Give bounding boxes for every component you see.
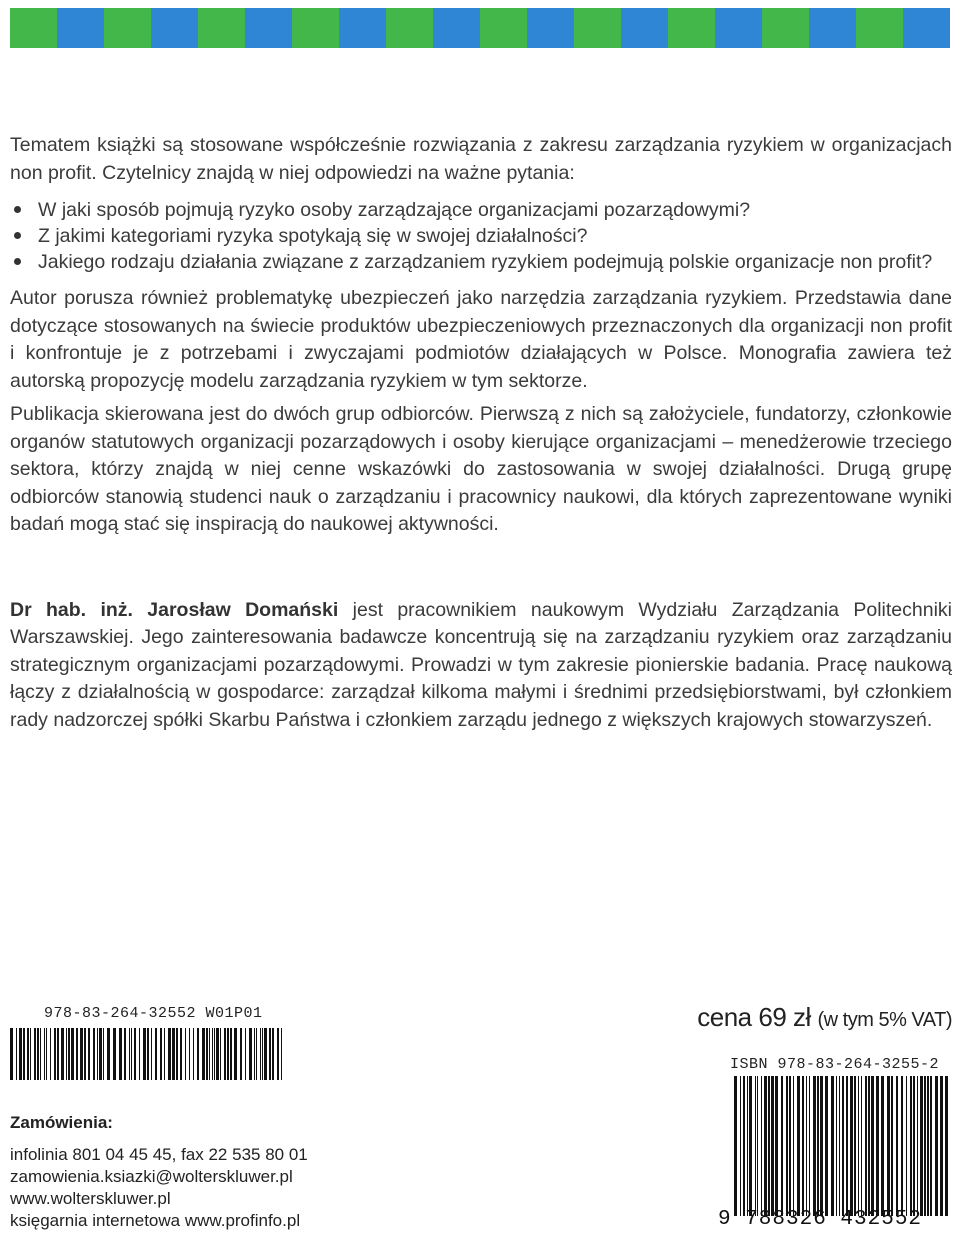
stripe-segment <box>527 8 574 48</box>
orders-phone: infolinia 801 04 45 45, fax 22 535 80 01 <box>10 1145 308 1164</box>
barcode-bar <box>842 1076 844 1216</box>
barcode-bar <box>234 1028 237 1080</box>
questions-list <box>10 197 952 275</box>
intro-paragraph: Tematem książki są stosowane współcześnie rozwiązania z zakresu zarządzania ryzykiem w organizacjach non profit. Czytelnicy znajdą w niej odpowiedzi na ważne pytania: <box>10 134 952 184</box>
barcode-bar <box>10 1028 13 1080</box>
barcode-bar <box>260 1028 261 1080</box>
barcode-bar <box>76 1028 78 1080</box>
barcode-bar <box>850 1076 853 1216</box>
header-color-stripe <box>10 8 950 48</box>
barcode-bar <box>881 1076 884 1216</box>
barcode-bar <box>227 1028 229 1080</box>
barcode-bar <box>901 1076 903 1216</box>
stripe-segment <box>621 8 668 48</box>
barcode-bar <box>825 1076 828 1216</box>
barcode-bar <box>88 1028 90 1080</box>
barcode-bar <box>129 1028 130 1080</box>
barcode-bar <box>50 1028 51 1080</box>
barcode-bar <box>896 1076 898 1216</box>
barcode-bar <box>793 1076 794 1216</box>
barcode-bar <box>103 1028 104 1080</box>
barcode-bar <box>189 1028 190 1080</box>
barcode-bar <box>131 1028 132 1080</box>
barcode-bar <box>57 1028 59 1080</box>
barcode-bar <box>40 1028 41 1080</box>
list-item: Z jakimi kategoriami ryzyka spotykają się w swojej działalności? <box>10 223 952 249</box>
barcode-bar <box>97 1028 98 1080</box>
barcode-bar <box>913 1076 915 1216</box>
barcode-bar <box>256 1028 257 1080</box>
barcode-bar <box>66 1028 67 1080</box>
barcode-bar <box>93 1028 95 1080</box>
barcode-bar <box>269 1028 271 1080</box>
barcode-bar <box>747 1076 748 1216</box>
barcode-bar <box>176 1028 178 1080</box>
bullet-icon <box>14 258 21 265</box>
barcode-bar <box>906 1076 907 1216</box>
barcode-bar <box>193 1028 194 1080</box>
orders-bookstore: księgarnia internetowa www.profinfo.pl <box>10 1211 301 1230</box>
author-topics-paragraph: Autor porusza również problematykę ubezpieczeń jako narzędzia zarządzania ryzykiem. Przedstawia dane dotyczące stosowanych na świecie produktów ubezpieczeniowych przeznaczonych dla organizacji non profit i konfrontuje je z potrzebami i zwyczajami podmiotów działających w Polsce. Monografia zawiera też autorską propozycję modelu zarządzania ryzykiem w tym sektorze. <box>10 287 952 392</box>
barcode-bar <box>809 1076 810 1216</box>
barcode-bar <box>749 1076 752 1216</box>
barcode-bar <box>806 1076 807 1216</box>
orders-block <box>10 1112 350 1232</box>
barcode-bar <box>245 1028 246 1080</box>
barcode-left-label: 978-83-264-32552 W01P01 <box>44 1005 263 1022</box>
barcode-bar <box>802 1076 804 1216</box>
stripe-segment <box>574 8 621 48</box>
author-bio-text: jest pracownikiem naukowym Wydziału Zarządzania Politechniki Warszawskiej. Jego zainteresowania badawcze koncentrują się na zarządzaniu ryzykiem oraz zarządzaniu strategicznym organizacjami pozarządowymi. Prowadzi w tym zakresie pionierskie badania. Pracę naukową łączy z działalnością w gospodarce: zarządzał kilkoma małymi i średnimi przedsiębiorstwami, był członkiem rady nadzorczej spółki Skarbu Państwa i członkiem zarządu jednego z większych krajowych stowarzyszeń. <box>10 598 952 731</box>
barcode-bar <box>30 1028 31 1080</box>
barcode-bar <box>202 1028 205 1080</box>
barcode-bar <box>910 1076 912 1216</box>
barcode-bar <box>771 1076 774 1216</box>
stripe-segment <box>386 8 433 48</box>
barcode-bar <box>917 1076 918 1216</box>
barcode-bar <box>224 1028 226 1080</box>
barcode-bar <box>920 1076 923 1216</box>
barcode-bar <box>124 1028 126 1080</box>
barcode-bar <box>214 1028 215 1080</box>
barcode-bar <box>781 1076 783 1216</box>
bullet-icon <box>14 206 21 213</box>
barcode-bar <box>172 1028 175 1080</box>
barcode-bar <box>272 1028 274 1080</box>
barcode-bar <box>212 1028 213 1080</box>
barcode-bar <box>197 1028 199 1080</box>
barcode-bar <box>80 1028 83 1080</box>
price-main: cena 69 zł <box>697 1002 811 1032</box>
barcode-bar <box>871 1076 874 1216</box>
price-vat: (w tym 5% VAT) <box>817 1009 952 1031</box>
barcode-bar <box>44 1028 45 1080</box>
price-label <box>697 1002 952 1033</box>
barcode-bar <box>768 1076 770 1216</box>
barcode-bar <box>160 1028 162 1080</box>
barcode-bar <box>46 1028 47 1080</box>
barcode-bar <box>113 1028 116 1080</box>
barcode-bar <box>254 1028 255 1080</box>
barcode-bar <box>262 1028 263 1080</box>
stripe-segment <box>104 8 151 48</box>
barcode-bar <box>734 1076 737 1216</box>
barcode-bar <box>887 1076 890 1216</box>
stripe-segment <box>715 8 762 48</box>
barcode-bar <box>789 1076 791 1216</box>
barcode-bar <box>220 1028 221 1080</box>
barcode-bar <box>945 1076 948 1216</box>
stripe-segment <box>809 8 856 48</box>
barcode-bar <box>119 1028 122 1080</box>
list-item: W jaki sposób pojmują ryzyko osoby zarządzające organizacjami pozarządowymi? <box>10 197 952 223</box>
barcode-bar <box>147 1028 149 1080</box>
barcode-bar <box>839 1076 840 1216</box>
barcode-bar <box>876 1076 879 1216</box>
barcode-bar <box>139 1028 140 1080</box>
barcode-bar <box>281 1028 282 1080</box>
barcode-bar <box>143 1028 146 1080</box>
barcode-bar <box>230 1028 232 1080</box>
barcode-bar <box>37 1028 39 1080</box>
stripe-segment <box>151 8 198 48</box>
barcode-bar <box>836 1076 837 1216</box>
barcode-bar <box>34 1028 36 1080</box>
barcode-bar <box>168 1028 171 1080</box>
isbn-label: ISBN 978-83-264-3255-2 <box>730 1056 940 1073</box>
barcode-bar <box>54 1028 56 1080</box>
barcode-bar <box>858 1076 859 1216</box>
stripe-segment <box>433 8 480 48</box>
barcode-bar <box>27 1028 29 1080</box>
barcode-bar <box>216 1028 219 1080</box>
barcode-bar <box>786 1076 788 1216</box>
audience-paragraph: Publikacja skierowana jest do dwóch grup odbiorców. Pierwszą z nich są założyciele, fundatorzy, członkowie organów statutowych organizacji pozarządowych i osoby kierujące organizacjami – menedżerowie trzeciego sektora, którzy znajdą w niej cenne wskazówki do zastosowania w swojej działalności. Drugą grupę odbiorców stanowią studenci nauk o zarządzaniu i pracownicy naukowi, dla których zaprezentowane wyniki badań mogą stać się inspiracją do naukowej aktywności. <box>10 403 952 535</box>
barcode-bar <box>757 1076 758 1216</box>
barcode-bar <box>23 1028 25 1080</box>
isbn-barcode <box>734 1076 950 1216</box>
stripe-segment <box>762 8 809 48</box>
stripe-segment <box>245 8 292 48</box>
barcode-bar <box>16 1028 17 1080</box>
barcode-bar <box>249 1028 252 1080</box>
author-bio <box>10 597 952 735</box>
barcode-bar <box>206 1028 208 1080</box>
stripe-segment <box>57 8 104 48</box>
barcode-bar <box>209 1028 210 1080</box>
barcode-bar <box>240 1028 242 1080</box>
barcode-bar <box>99 1028 102 1080</box>
barcode-bar <box>775 1076 778 1216</box>
barcode-bar <box>797 1076 800 1216</box>
barcode-bar <box>755 1076 756 1216</box>
author-name: Dr hab. inż. Jarosław Domański <box>10 598 339 621</box>
barcode-bar <box>935 1076 938 1216</box>
barcode-bar <box>817 1076 819 1216</box>
barcode-bar <box>61 1028 64 1080</box>
barcode-bar <box>927 1076 929 1216</box>
orders-website: www.wolterskluwer.pl <box>10 1189 171 1208</box>
barcode-bar <box>891 1076 893 1216</box>
barcode-bar <box>930 1076 932 1216</box>
barcode-left <box>10 1028 284 1080</box>
stripe-segment <box>856 8 903 48</box>
list-item: Jakiego rodzaju działania związane z zarządzaniem ryzykiem podejmują polskie organizacje non profit? <box>10 249 952 275</box>
barcode-bar <box>740 1076 741 1216</box>
barcode-bar <box>924 1076 926 1216</box>
barcode-bar <box>854 1076 856 1216</box>
stripe-segment <box>668 8 715 48</box>
barcode-bar <box>264 1028 267 1080</box>
barcode-bar <box>68 1028 70 1080</box>
barcode-bar <box>19 1028 22 1080</box>
barcode-bar <box>743 1076 745 1216</box>
stripe-segment <box>292 8 339 48</box>
barcode-bar <box>180 1028 182 1080</box>
barcode-bar <box>820 1076 823 1216</box>
barcode-bar <box>134 1028 136 1080</box>
barcode-bar <box>164 1028 165 1080</box>
barcode-bar <box>861 1076 862 1216</box>
barcode-bar <box>764 1076 767 1216</box>
barcode-bar <box>846 1076 848 1216</box>
barcode-bar <box>865 1076 867 1216</box>
orders-email: zamowienia.ksiazki@wolterskluwer.pl <box>10 1167 293 1186</box>
stripe-segment <box>339 8 386 48</box>
barcode-bar <box>940 1076 943 1216</box>
barcode-bar <box>155 1028 157 1080</box>
barcode-bar <box>868 1076 870 1216</box>
barcode-bar <box>813 1076 816 1216</box>
barcode-bar <box>107 1028 110 1080</box>
back-cover-text <box>10 132 952 734</box>
barcode-bar <box>185 1028 186 1080</box>
barcode-bar <box>71 1028 74 1080</box>
barcode-bar <box>761 1076 762 1216</box>
barcode-bar <box>831 1076 834 1216</box>
isbn-digits: 9 788326 432552 <box>718 1208 923 1231</box>
stripe-segment <box>903 8 950 48</box>
barcode-bar <box>151 1028 152 1080</box>
stripe-segment <box>10 8 57 48</box>
barcode-bar <box>84 1028 86 1080</box>
stripe-segment <box>198 8 245 48</box>
barcode-bar <box>277 1028 279 1080</box>
stripe-segment <box>480 8 527 48</box>
bullet-icon <box>14 232 21 239</box>
orders-heading: Zamówienia: <box>10 1113 113 1132</box>
